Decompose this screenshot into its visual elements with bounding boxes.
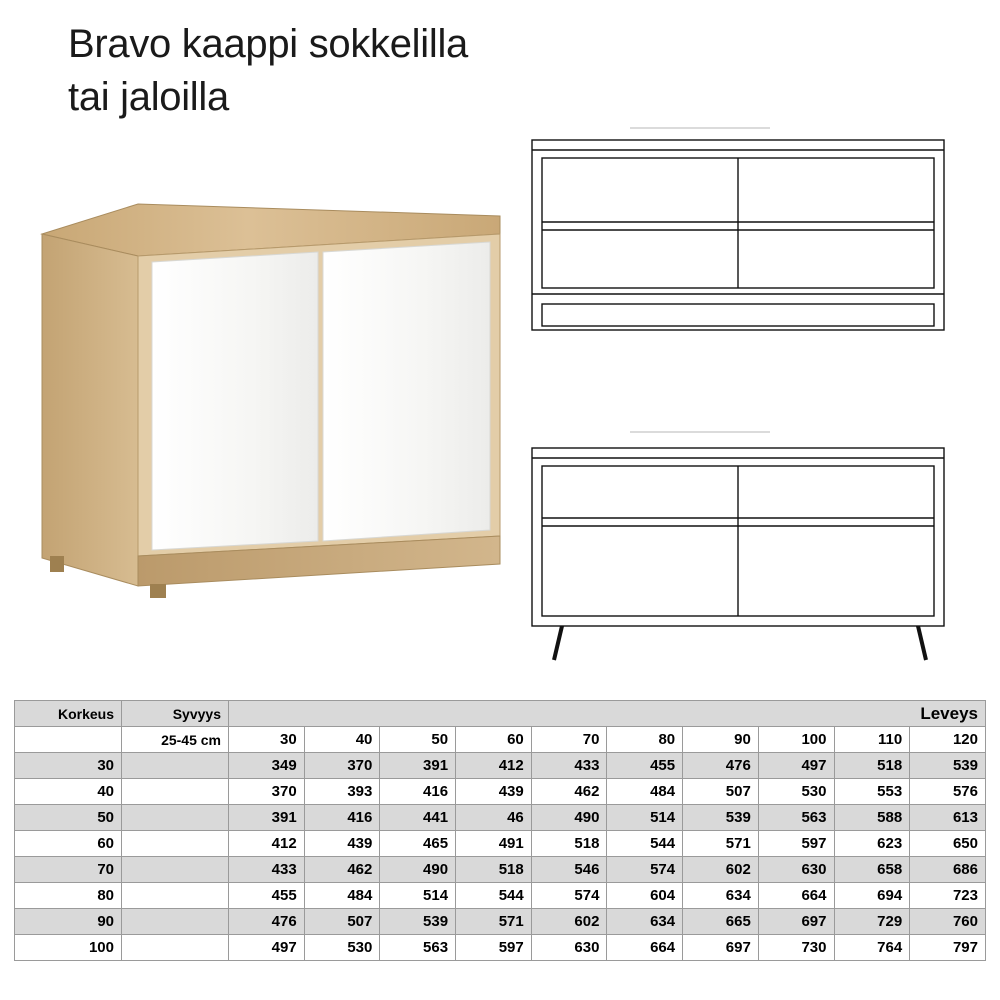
cell-70-40: 462	[304, 857, 380, 883]
cell-80-70: 574	[531, 883, 607, 909]
cell-70-110: 658	[834, 857, 910, 883]
cell-50-100: 563	[758, 805, 834, 831]
cell-60-80: 544	[607, 831, 683, 857]
subheader-width-120: 120	[910, 727, 986, 753]
cell-40-30: 370	[229, 779, 305, 805]
cell-70-60: 518	[456, 857, 532, 883]
table-row	[15, 883, 986, 909]
table-row	[15, 779, 986, 805]
row-depth-cell	[122, 753, 229, 779]
cell-60-50: 465	[380, 831, 456, 857]
cell-90-80: 634	[607, 909, 683, 935]
subheader-depth-range: 25-45 cm	[122, 727, 229, 753]
row-depth-cell	[122, 805, 229, 831]
cell-50-90: 539	[683, 805, 759, 831]
cell-100-80: 664	[607, 935, 683, 961]
row-depth-cell	[122, 883, 229, 909]
row-height-40: 40	[15, 779, 122, 805]
cell-40-120: 576	[910, 779, 986, 805]
cell-100-110: 764	[834, 935, 910, 961]
row-height-60: 60	[15, 831, 122, 857]
cell-100-70: 630	[531, 935, 607, 961]
header-leveys: Leveys	[229, 701, 986, 727]
table-row	[15, 935, 986, 961]
cell-60-40: 439	[304, 831, 380, 857]
row-height-80: 80	[15, 883, 122, 909]
subheader-width-100: 100	[758, 727, 834, 753]
cell-90-100: 697	[758, 909, 834, 935]
cell-50-40: 416	[304, 805, 380, 831]
table-row	[15, 909, 986, 935]
row-depth-cell	[122, 935, 229, 961]
cell-60-110: 623	[834, 831, 910, 857]
cell-30-90: 476	[683, 753, 759, 779]
page-title	[68, 18, 768, 124]
cell-40-60: 439	[456, 779, 532, 805]
table-subheader-row	[15, 727, 986, 753]
cell-90-120: 760	[910, 909, 986, 935]
cell-40-90: 507	[683, 779, 759, 805]
row-height-70: 70	[15, 857, 122, 883]
cell-90-60: 571	[456, 909, 532, 935]
header-korkeus: Korkeus	[15, 701, 122, 727]
subheader-width-80: 80	[607, 727, 683, 753]
cell-80-80: 604	[607, 883, 683, 909]
cell-80-110: 694	[834, 883, 910, 909]
cell-30-30: 349	[229, 753, 305, 779]
cell-100-60: 597	[456, 935, 532, 961]
cell-90-110: 729	[834, 909, 910, 935]
cell-70-90: 602	[683, 857, 759, 883]
cell-80-40: 484	[304, 883, 380, 909]
cell-100-40: 530	[304, 935, 380, 961]
cell-90-90: 665	[683, 909, 759, 935]
cell-80-60: 544	[456, 883, 532, 909]
cell-90-70: 602	[531, 909, 607, 935]
table-row	[15, 857, 986, 883]
cell-70-100: 630	[758, 857, 834, 883]
cell-80-50: 514	[380, 883, 456, 909]
cell-80-30: 455	[229, 883, 305, 909]
subheader-width-50: 50	[380, 727, 456, 753]
row-height-90: 90	[15, 909, 122, 935]
cell-50-30: 391	[229, 805, 305, 831]
cell-40-70: 462	[531, 779, 607, 805]
cell-30-70: 433	[531, 753, 607, 779]
row-height-50: 50	[15, 805, 122, 831]
cell-30-120: 539	[910, 753, 986, 779]
size-table	[14, 700, 986, 961]
cell-30-100: 497	[758, 753, 834, 779]
cell-90-30: 476	[229, 909, 305, 935]
cell-100-120: 797	[910, 935, 986, 961]
cell-60-90: 571	[683, 831, 759, 857]
line-drawing-legs	[520, 418, 970, 678]
cell-100-30: 497	[229, 935, 305, 961]
cell-40-40: 393	[304, 779, 380, 805]
cell-100-100: 730	[758, 935, 834, 961]
cell-40-110: 553	[834, 779, 910, 805]
cell-80-120: 723	[910, 883, 986, 909]
cell-40-80: 484	[607, 779, 683, 805]
header-syvyys: Syvyys	[122, 701, 229, 727]
subheader-width-60: 60	[456, 727, 532, 753]
cell-60-100: 597	[758, 831, 834, 857]
cell-40-100: 530	[758, 779, 834, 805]
table-row	[15, 805, 986, 831]
subheader-width-90: 90	[683, 727, 759, 753]
cell-60-70: 518	[531, 831, 607, 857]
cell-50-50: 441	[380, 805, 456, 831]
cell-70-120: 686	[910, 857, 986, 883]
cell-80-100: 664	[758, 883, 834, 909]
subheader-width-70: 70	[531, 727, 607, 753]
table-row	[15, 753, 986, 779]
cell-30-110: 518	[834, 753, 910, 779]
subheader-blank	[15, 727, 122, 753]
cell-90-40: 507	[304, 909, 380, 935]
subheader-width-30: 30	[229, 727, 305, 753]
cell-60-30: 412	[229, 831, 305, 857]
cell-60-120: 650	[910, 831, 986, 857]
cell-50-60: 46	[456, 805, 532, 831]
page-title-line-2: tai jaloilla	[68, 74, 229, 119]
line-drawing-plinth	[520, 118, 970, 358]
cell-50-120: 613	[910, 805, 986, 831]
cell-70-80: 574	[607, 857, 683, 883]
cell-70-30: 433	[229, 857, 305, 883]
row-height-100: 100	[15, 935, 122, 961]
row-depth-cell	[122, 857, 229, 883]
table-row	[15, 831, 986, 857]
cell-60-60: 491	[456, 831, 532, 857]
cell-70-50: 490	[380, 857, 456, 883]
cell-30-50: 391	[380, 753, 456, 779]
cell-30-80: 455	[607, 753, 683, 779]
cell-40-50: 416	[380, 779, 456, 805]
table-header-row	[15, 701, 986, 727]
cell-30-60: 412	[456, 753, 532, 779]
cell-50-80: 514	[607, 805, 683, 831]
cell-100-90: 697	[683, 935, 759, 961]
cell-30-40: 370	[304, 753, 380, 779]
subheader-width-110: 110	[834, 727, 910, 753]
cell-100-50: 563	[380, 935, 456, 961]
product-photo	[30, 186, 510, 606]
cell-90-50: 539	[380, 909, 456, 935]
row-depth-cell	[122, 831, 229, 857]
row-height-30: 30	[15, 753, 122, 779]
cell-50-70: 490	[531, 805, 607, 831]
subheader-width-40: 40	[304, 727, 380, 753]
cell-70-70: 546	[531, 857, 607, 883]
cell-50-110: 588	[834, 805, 910, 831]
cell-80-90: 634	[683, 883, 759, 909]
row-depth-cell	[122, 909, 229, 935]
row-depth-cell	[122, 779, 229, 805]
page-title-line-1: Bravo kaappi sokkelilla	[68, 22, 468, 66]
